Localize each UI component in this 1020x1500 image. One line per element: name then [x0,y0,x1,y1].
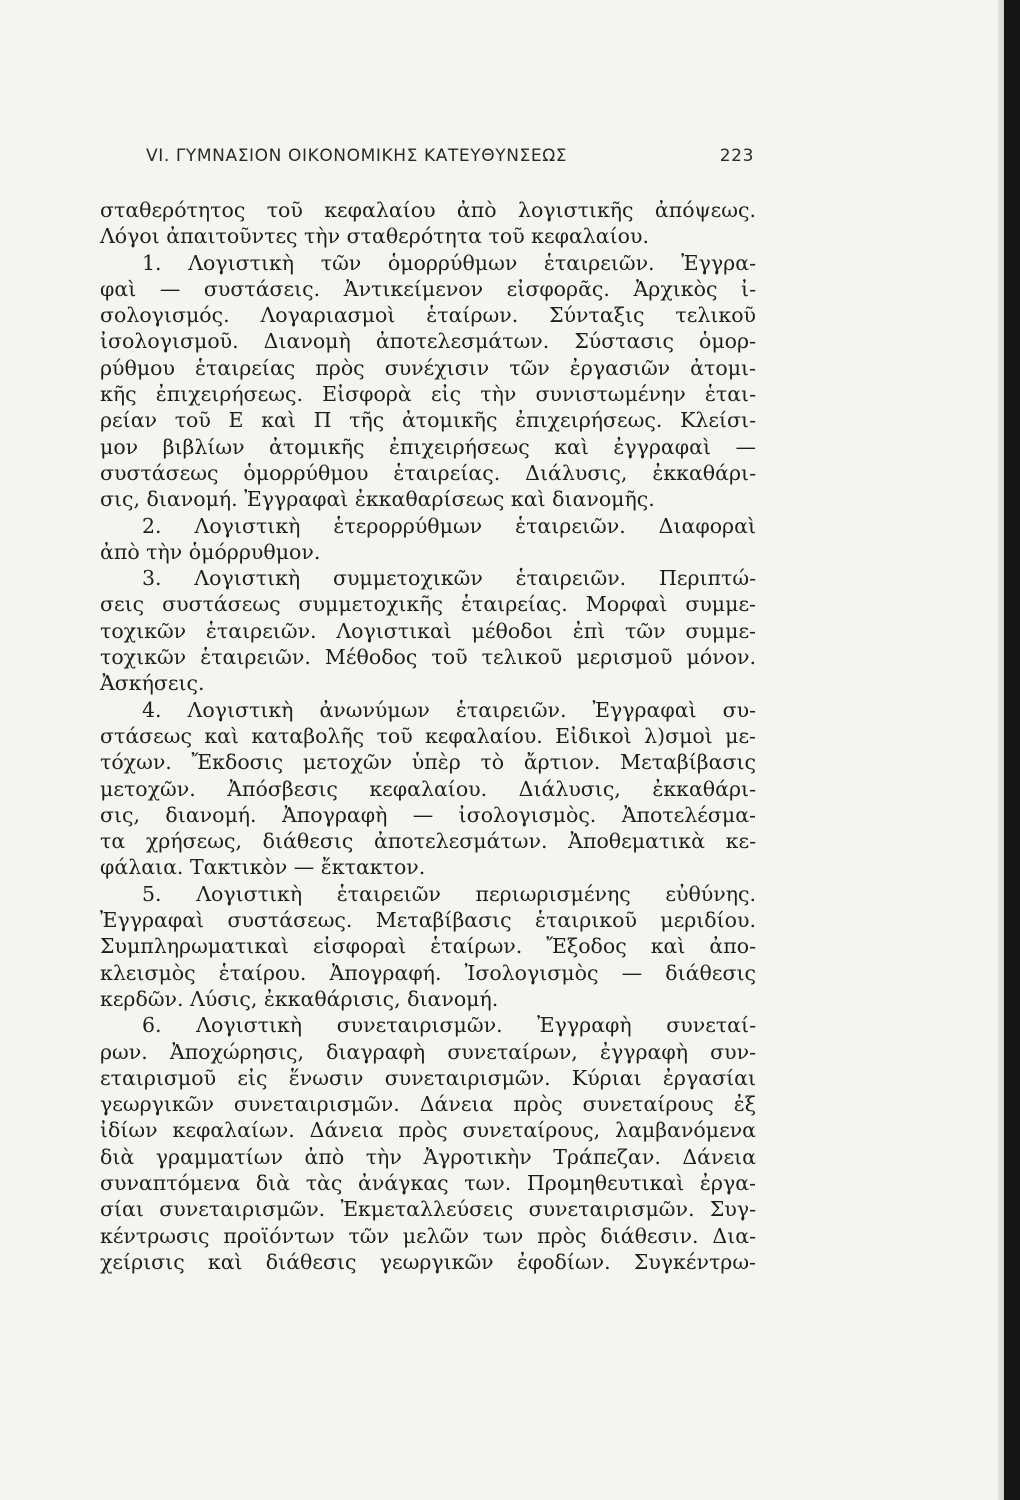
text-line: 2. Λογιστικὴ ἑτερορρύθμων ἑταιρειῶν. Διαφοραὶ [142,513,756,538]
text-line: σολογισμός. Λογαριασμοὶ ἑταίρων. Σύνταξις τελικοῦ [100,303,756,328]
text-line: στάσεως καὶ καταβολῆς τοῦ κεφαλαίου. Εἰδικοὶ λ)σμοὶ με- [100,723,756,748]
text-line: φάλαια. Τακτικὸν — ἔκτακτον. [100,855,426,880]
text-line: συναπτόμενα διὰ τὰς ἀνάγκας των. Προμηθευτικαὶ ἐργα- [100,1170,756,1195]
text-line: Ἀσκήσεις. [100,671,205,696]
text-line: ρείαν τοῦ Ε καὶ Π τῆς ἀτομικῆς ἐπιχειρήσεως. Κλείσι- [100,408,756,433]
text-line: κέντρωσις προϊόντων τῶν μελῶν των πρὸς διάθεσιν. Δια- [100,1223,756,1248]
text-line: 4. Λογιστικὴ ἀνωνύμων ἑταιρειῶν. Ἐγγραφαὶ συ- [142,697,756,722]
body-text [100,197,756,1275]
text-line: τόχων. Ἔκδοσις μετοχῶν ὑπὲρ τὸ ἄρτιον. Μεταβίβασις [100,750,756,775]
text-line: σις, διανομή. Ἀπογραφὴ — ἰσολογισμὸς. Ἀποτελέσμα- [100,802,756,827]
text-line: ἀπὸ τὴν ὁμόρρυθμον. [100,539,321,564]
text-line: διὰ γραμματίων ἀπὸ τὴν Ἀγροτικὴν Τράπεζαν. Δάνεια [100,1144,756,1169]
text-line: σεις συστάσεως συμμετοχικῆς ἑταιρείας. Μορφαὶ συμμε- [100,592,756,617]
text-line: κλεισμὸς ἑταίρου. Ἀπογραφή. Ἰσολογισμὸς — διάθεσις [100,960,756,985]
text-line: 6. Λογιστικὴ συνεταιρισμῶν. Ἐγγραφὴ συνεταί- [142,1013,756,1038]
running-title: VI. ΓΥΜΝΑΣΙΟΝ ΟΙΚΟΝΟΜΙΚΗΣ ΚΑΤΕΥΘΥΝΣΕΩΣ [146,146,568,166]
text-line: τα χρήσεως, διάθεσις ἀποτελεσμάτων. Ἀποθεματικὰ κε- [100,829,756,854]
text-line: σις, διανομή. Ἐγγραφαὶ ἐκκαθαρίσεως καὶ διανομῆς. [100,487,655,512]
text-line: κῆς ἐπιχειρήσεως. Εἰσφορὰ εἰς τὴν συνιστωμένην ἑται- [100,382,756,407]
text-line: τοχικῶν ἑταιρειῶν. Λογιστικαὶ μέθοδοι ἐπὶ τῶν συμμε- [100,618,756,643]
text-line: 3. Λογιστικὴ συμμετοχικῶν ἑταιρειῶν. Περιπτώ- [142,566,756,591]
text-line: τοχικῶν ἑταιρειῶν. Μέθοδος τοῦ τελικοῦ μερισμοῦ μόνον. [100,645,756,670]
text-line: γεωργικῶν συνεταιρισμῶν. Δάνεια πρὸς συνεταίρους ἐξ [100,1092,756,1117]
text-line: Λόγοι ἀπαιτοῦντες τὴν σταθερότητα τοῦ κεφαλαίου. [100,224,650,249]
running-head [146,146,754,166]
text-line: κερδῶν. Λύσις, ἐκκαθάρισις, διανομή. [100,986,499,1011]
text-line: Ἐγγραφαὶ συστάσεως. Μεταβίβασις ἑταιρικοῦ μεριδίου. [100,908,756,933]
text-line: ἰδίων κεφαλαίων. Δάνεια πρὸς συνεταίρους, λαμβανόμενα [100,1118,756,1143]
text-line: εταιρισμοῦ εἰς ἕνωσιν συνεταιρισμῶν. Κύριαι ἐργασίαι [100,1065,756,1090]
text-line: συστάσεως ὁμορρύθμου ἑταιρείας. Διάλυσις, ἐκκαθάρι- [100,460,756,485]
text-line: ρύθμου ἑταιρείας πρὸς συνέχισιν τῶν ἐργασιῶν ἀτομι- [100,355,756,380]
text-line: Συμπληρωματικαὶ εἰσφοραὶ ἑταίρων. Ἔξοδος καὶ ἀπο- [100,934,756,959]
text-line: φαὶ — συστάσεις. Ἀντικείμενον εἰσφορᾶς. Ἀρχικὸς ἰ- [100,276,756,301]
page-number: 223 [719,146,754,166]
text-line: μον βιβλίων ἀτομικῆς ἐπιχειρήσεως καὶ ἐγγραφαὶ — [100,434,756,459]
text-line: 1. Λογιστικὴ τῶν ὁμορρύθμων ἑταιρειῶν. Ἐγγρα- [142,250,756,275]
text-line: 5. Λογιστικὴ ἑταιρειῶν περιωρισμένης εὐθύνης. [142,881,756,906]
text-line: μετοχῶν. Ἀπόσβεσις κεφαλαίου. Διάλυσις, ἐκκαθάρι- [100,776,756,801]
text-line: ἰσολογισμοῦ. Διανομὴ ἀποτελεσμάτων. Σύστασις ὁμορ- [100,329,756,354]
text-line: σίαι συνεταιρισμῶν. Ἐκμεταλλεύσεις συνεταιρισμῶν. Συγ- [100,1197,756,1222]
text-line: χείρισις καὶ διάθεσις γεωργικῶν ἐφοδίων. Συγκέντρω- [100,1249,756,1274]
text-line: σταθερότητος τοῦ κεφαλαίου ἀπὸ λογιστικῆς ἀπόψεως. [100,198,756,222]
text-line: ρων. Ἀποχώρησις, διαγραφὴ συνεταίρων, ἐγγραφὴ συν- [100,1039,756,1064]
